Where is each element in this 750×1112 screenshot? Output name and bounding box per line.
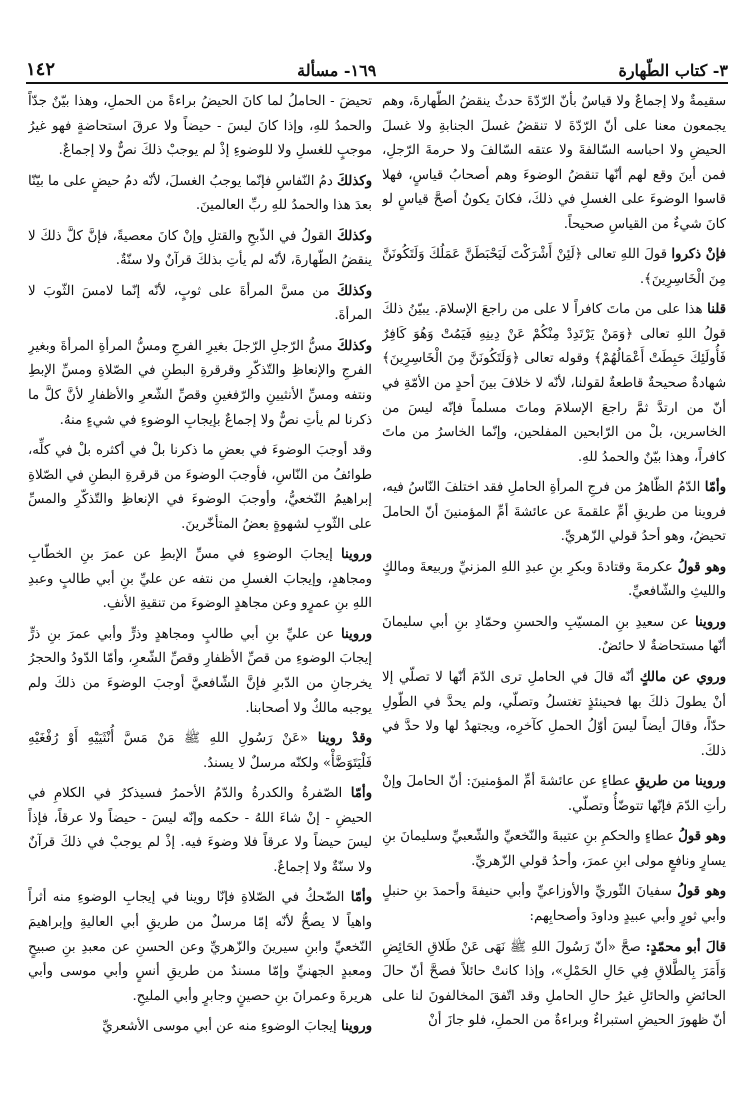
paragraph [382, 880, 726, 929]
paragraph [382, 770, 726, 819]
paragraph-lead: قلنا [707, 302, 726, 318]
header-rule [26, 82, 728, 84]
paragraph-text: سفيانَ الثّوريِّ والأوزاعيِّ وأبي حنيفةَ وأحمدَ بنِ حنبلٍ وأبي ثورٍ وأبي عبيدٍ وداودَ وأصحابِهم: [382, 884, 726, 924]
paragraph [382, 90, 726, 237]
paragraph [382, 243, 726, 292]
paragraph-lead: وكذلكَ [337, 228, 372, 244]
paragraph [28, 782, 372, 880]
paragraph-text: مسُّ الرّجلِ الرّجلَ بغيرِ الفرجِ ومسُّ المرأةِ المرأةَ وبغيرِ الفرجِ والإنعاظِ والتّذكّرِ وقرقرةِ البطنِ في الصّلاةِ ومسِّ الإبطِ ونتفه ومسِّ الأنثيينِ والرّفغينِ وقصِّ الشّعرِ والأظفارِ لأنَّ كلَّ ما ذكرنا لم يأتِ نصٌّ ولا إجماعٌ بإيجابِ الوضوءِ في شيءٍ منهُ. [28, 338, 372, 428]
paragraph [28, 623, 372, 721]
paragraph [28, 335, 372, 433]
paragraph-lead: وروينا [340, 1019, 372, 1035]
paragraph-lead: وأمّا [350, 786, 372, 802]
paragraph [382, 936, 726, 1034]
paragraph-text: سقيمةٌ ولا إجماعٌ ولا قياسٌ بأنّ الرّدّةَ حدثٌ ينقضُ الطّهارةَ، وهم يجمعون معنا على أنّ الرّدّةَ لا تنقضُ غسلَ الجنابةِ ولا غسلَ الحيضِ ولا احباسه السّالفةَ ولا عتقه السّالفَ ولا حرمةَ الرّجلِ، فمن أينَ وقع لهم أنّها تنقضُ الوضوءَ وهم أصحابُ قياسٍ، فهلا قاسوا الوضوءَ على الغسلِ في ذلكَ، فكانَ يكونُ أصحَّ قياسٍ لو كانَ شيءٌ من القياسِ صحيحاً. [382, 94, 726, 232]
page-number: ١٤٢ [26, 59, 56, 80]
paragraph [382, 666, 726, 764]
paragraph-lead: وروينا [340, 626, 372, 642]
paragraph-lead: وكذلكَ [337, 173, 372, 189]
paragraph-text: عطاءٍ والحكمِ بنِ عتيبةَ والنّخعيِّ والشّعبيِّ وسليمانَ بنِ يسارٍ ونافعٍ مولى ابنِ عمرَ، وأحدُ قولي الزّهريِّ. [382, 829, 726, 869]
paragraph [28, 280, 372, 329]
paragraph-text: دمُ النّفاسِ فإنّما يوجبُ الغسلَ، لأنّه دمُ حيضٍ على ما بيّنّا بعدَ هذا والحمدُ للهِ ربِّ العالمينَ. [28, 173, 372, 214]
book-title: ٣- كتاب الطّهارة [618, 61, 728, 80]
paragraph-lead: قالَ أبو محمّدٍ: [645, 939, 726, 955]
paragraph-lead: وهو قولُ [677, 884, 726, 900]
issue-title: ١٦٩- مسألة [297, 61, 377, 80]
right-column [382, 90, 726, 1100]
paragraph [382, 556, 726, 605]
paragraph-lead: وهو قولُ [678, 829, 726, 845]
paragraph-text: إيجابَ الوضوءِ في مسِّ الإبطِ عن عمرَ بنِ الخطّابِ ومجاهدٍ، وإيجابَ الغسلِ من نتفه عن عليِّ بنِ أبي طالبٍ وعبدِ اللهِ بنِ عمرٍو وعن مجاهدٍ الوضوءَ من تنقيةِ الأنفِ. [28, 547, 372, 612]
paragraph [382, 825, 726, 874]
paragraph-text: عن عليِّ بنِ أبي طالبٍ ومجاهدٍ وذرٍّ وأبي عمرَ بنِ ذرٍّ إيجابَ الوضوءِ من قصِّ الأظفارِ وقصِّ الشّعرِ، وأمّا الدّودُ والحجرُ يخرجانِ من الدّبرِ فإنَّ الشّافعيَّ أوجبَ الوضوءَ من ذلكَ ولم يوجبه مالكٌ ولا أصحابنا. [28, 626, 372, 716]
paragraph-lead: وروي عن مالكٍ [639, 670, 726, 686]
paragraph-text: هذا على من ماتَ كافراً لا على من راجعَ الإسلامَ. يبيّنُ ذلكَ قولُ اللهِ تعالى ﴿وَمَنْ يَرْتَدِدْ مِنْكُمْ عَنْ دِينِهِ فَيَمُتْ وَهُوَ كَافِرٌ فَأُولَئِكَ حَبِطَتْ أَعْمَالُهُمْ﴾ وقوله تعالى ﴿وَلَتَكُونَنَّ مِنَ الْخَاسِرِينَ﴾ شهادةٌ صحيحةٌ قاطعةٌ لقولنا، لأنّه لا خلافَ بينَ أحدٍ من الأمّةِ في أنّ من ارتدَّ ثمَّ راجعَ الإسلامَ وماتَ مسلماً فإنّه ليسَ من الخاسرين، بلْ من الرّابحين المفلحين، وإنّما الخاسرُ من ماتَ كافراً، وهذا بيّنٌ والحمدُ للهِ. [382, 302, 726, 465]
paragraph [28, 170, 372, 219]
paragraph-text: إيجابَ الوضوءِ منه عن أبي موسى الأشعريِّ [102, 1019, 341, 1035]
paragraph [382, 611, 726, 660]
paragraph-lead: وروينا [694, 614, 726, 630]
paragraph-text: عكرمةَ وقتادةَ وبكرِ بنِ عبدِ اللهِ المزنيِّ وربيعةَ ومالكٍ والليثِ والشّافعيِّ. [382, 559, 726, 600]
page-header [26, 50, 728, 80]
paragraph-lead: وروينا [340, 547, 372, 563]
paragraph-text: عن سعيدِ بنِ المسيّبِ والحسنِ وحمّادِ بنِ أبي سليمانَ أنّها مستحاضةٌ لا حائضٌ. [382, 614, 726, 655]
paragraph [28, 886, 372, 1009]
paragraph-lead: وكذلكَ [337, 283, 372, 299]
paragraph-lead: وأمّا [704, 480, 726, 496]
paragraph-lead: فإنْ ذكروا [671, 247, 726, 263]
paragraph [28, 727, 372, 776]
paragraph-lead: وكذلكَ [337, 338, 372, 354]
left-column [28, 90, 372, 1100]
paragraph-text: الضّحكُ في الصّلاةِ فإنّا روينا في إيجابِ الوضوءِ منه أثراً واهياً لا يصحُّ لأنّه إمّا مرسلٌ من طريقِ أبي العاليةِ وإبراهيمَ النّخعيِّ وابنِ سيرينَ والزّهريِّ وعن الحسنِ عن معبدِ بنِ صبيحٍ ومعبدٍ الجهنيِّ وإمّا مسندٌ من طريقِ أنسٍ وأبي موسى وأبي هريرةَ وعمرانَ بنِ حصينٍ وجابرٍ وأبي المليحِ. [28, 890, 372, 1004]
paragraph-text: الدّمُ الظّاهرُ من فرجِ المرأةِ الحاملِ فقد اختلفَ النّاسُ فيه، فروينا من طريقِ أمِّ علقمةَ عن عائشةَ أمِّ المؤمنينَ أنّ الحاملَ تحيضُ، وهو أحدُ قولي الزّهريِّ. [382, 480, 726, 545]
paragraph-lead: وقدْ روينا [317, 731, 372, 747]
paragraph [382, 298, 726, 470]
paragraph-lead: وأمّا [350, 890, 372, 906]
paragraph-text: عطاءٍ عن عائشةَ أمِّ المؤمنينَ: أنّ الحاملَ وإنْ رأتِ الدّمَ فإنّها تتوضّأُ وتصلّي. [382, 774, 726, 814]
paragraph [28, 225, 372, 274]
paragraph [28, 543, 372, 617]
paragraph [28, 439, 372, 537]
paragraph-lead: وروينا من طريقِ [635, 774, 726, 790]
paragraph-text: الصّفرةُ والكدرةُ والدّمُ الأحمرُ فسيذكرُ في الكلامِ في الحيضِ - إنْ شاءَ اللهُ - حكمه وإنّه ليسَ - حيضاً ولا عرقاً، فإذاً ليسَ حيضاً ولا عرقاً فلا وضوءَ فيه. إذْ لم يوجبْ في ذلكَ قرآنٌ ولا سنّةٌ ولا إجماعٌ. [28, 786, 372, 875]
paragraph-text: القولُ في الذّبحِ والقتلِ وإنْ كانَ معصيةً، فإنَّ كلَّ ذلكَ لا ينقضُ الطّهارةَ، لأنّه لم يأتِ بذلكَ قرآنٌ ولا سنّةٌ. [28, 228, 372, 269]
paragraph [28, 90, 372, 164]
paragraph-text: أنّه قالَ في الحاملِ ترى الدّمَ أنّها لا تصلّي إلا أنْ يطولَ ذلكَ بها فحينئذٍ تغتسلُ وتصلّي، ولم يحدَّ في الطّولِ حدّاً، وقالَ أيضاً ليسَ أوّلُ الحملِ كآخرِه، ويجتهدُ لها ولا حدَّ في ذلكَ. [382, 670, 726, 759]
paragraph [382, 476, 726, 550]
paragraph [28, 1015, 372, 1040]
paragraph-text: «عَنْ رَسُولِ اللهِ ﷺ مَنْ مَسَّ أُنْثَيَيْهِ أَوْ رُفْغَيْهِ فَلْيَتَوَضَّأْ» ولكنّه مرسلٌ لا يسندُ. [28, 731, 372, 771]
paragraph-text: من مسَّ المرأةَ على ثوبٍ، لأنّه إنّما لامسَ الثّوبَ لا المرأةَ. [28, 283, 372, 324]
paragraph-text: تحيضَ - الحاملُ لما كانَ الحيضُ براءةً من الحملِ، وهذا بيّنٌ جدّاً والحمدُ للهِ، وإذا كانَ ليسَ - حيضاً ولا عرقَ استحاضةٍ فهو غيرُ موجبٍ للغسلِ ولا للوضوءِ إذْ لم يوجبْ ذلكَ نصٌّ ولا إجماعٌ. [28, 94, 372, 159]
paragraph-text: قولَ اللهِ تعالى ﴿لَئِنْ أَشْرَكْتَ لَيَحْبَطَنَّ عَمَلُكَ وَلَتَكُونَنَّ مِنَ الْخَاسِرِينَ﴾. [382, 247, 726, 287]
paragraph-lead: وهو قولُ [677, 559, 726, 575]
paragraph-text: وقد أوجبَ الوضوءَ في بعضِ ما ذكرنا بلْ في أكثره بلْ في كلِّه، طوائفُ من النّاسِ، فأوجبَ الوضوءَ من قرقرةِ البطنِ في الصّلاةِ إبراهيمُ النّخعيُّ، وأوجبَ الوضوءَ في الإنعاظِ والتّذكّرِ والمسِّ على الثّوبِ لشهوةٍ بعضُ المتأخّرينَ. [28, 443, 372, 532]
paragraph-text: صحَّ «أنّ رَسُولَ اللهِ ﷺ نَهَى عَنْ طَلاقِ الحَائِضِ وَأَمَرَ بِالطَّلاقِ فِي حَالِ الحَمْلِ»، وإذا كانتْ حائلاً فصحَّ أنّ حالَ الحائضِ والحائلِ غيرُ حالِ الحاملِ وقد اتّفقَ المخالفونَ لنا على أنّ ظهورَ الحيضِ استبراءٌ وبراءةٌ من الحملِ، فلو جازَ أنْ [382, 939, 726, 1029]
